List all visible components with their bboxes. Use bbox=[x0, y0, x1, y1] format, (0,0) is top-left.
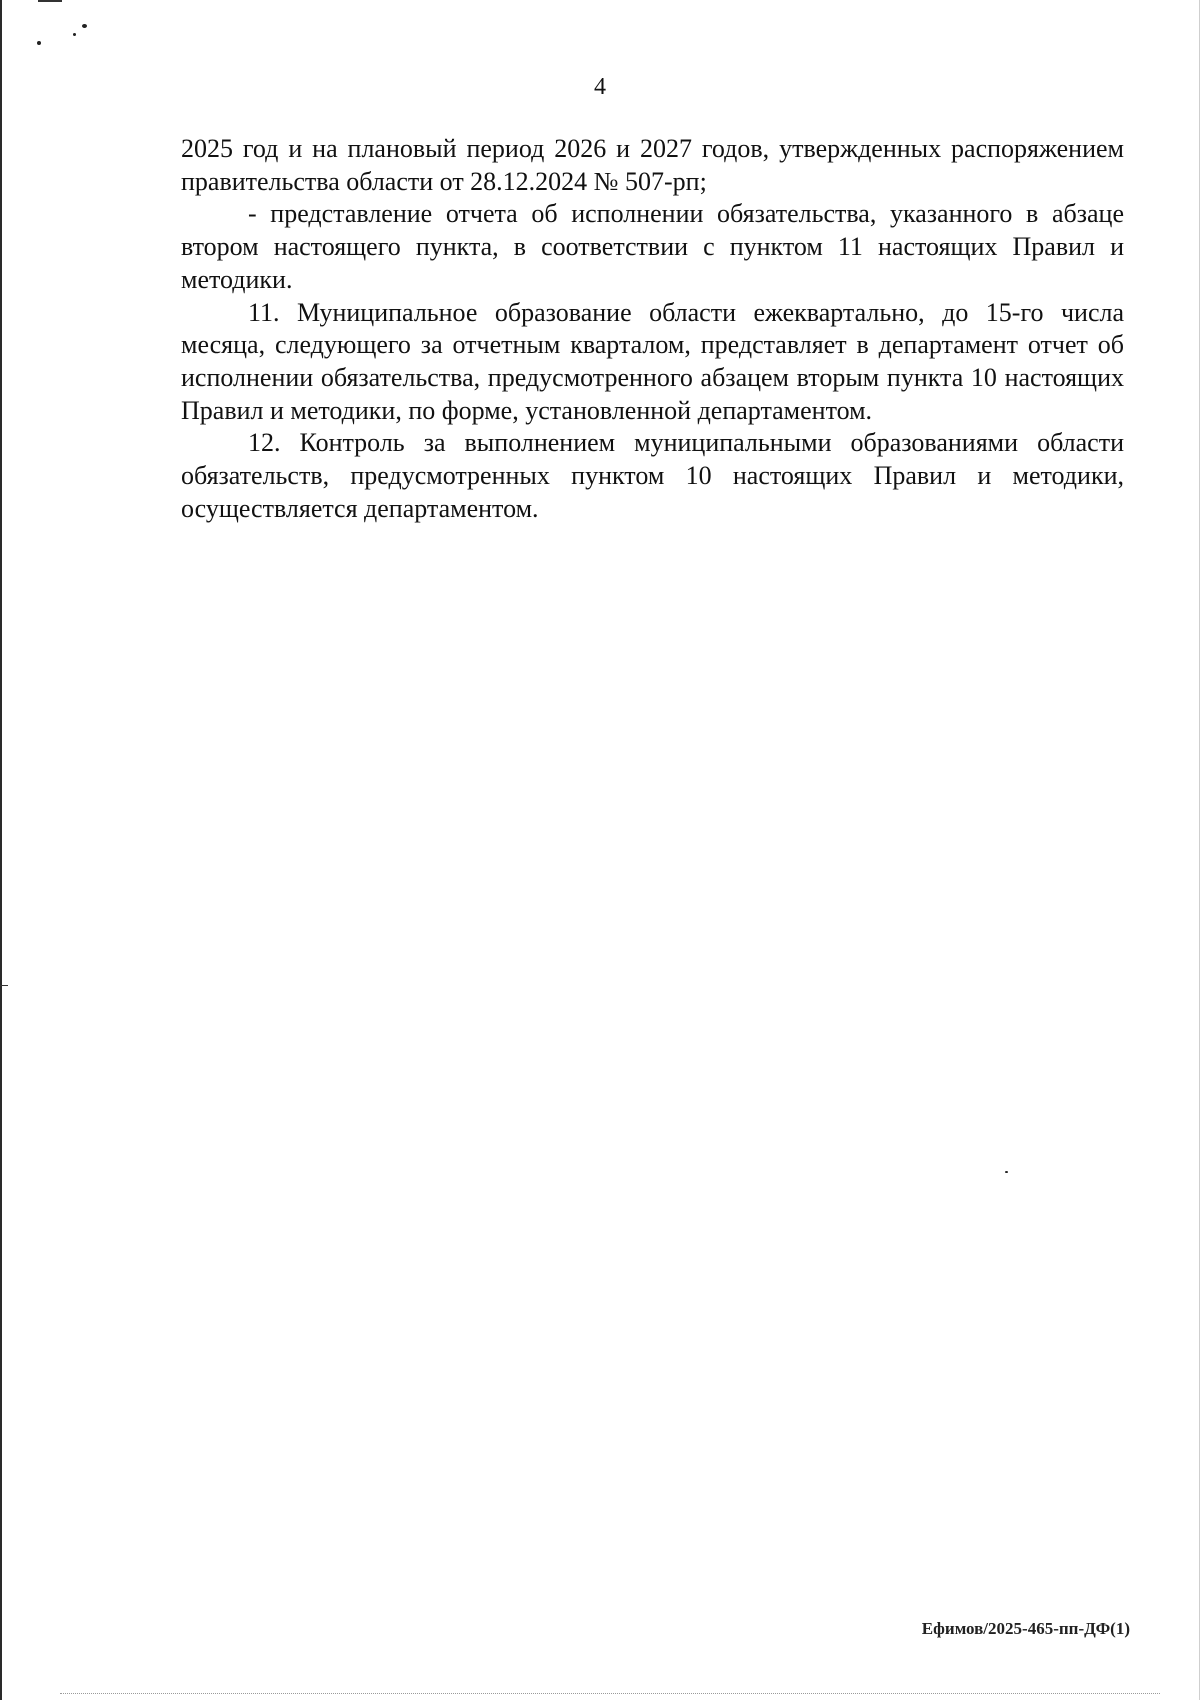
scan-speck bbox=[1005, 1171, 1008, 1173]
scan-speck bbox=[37, 41, 41, 45]
scan-speck bbox=[73, 33, 76, 36]
page-number: 4 bbox=[594, 74, 606, 100]
body-text bbox=[181, 133, 1124, 525]
paragraph: - представление отчета об исполнении обязательства, указанного в абзаце втором настоящего пункта, в соответствии с пунктом 11 настоящих Правил и методики. bbox=[181, 199, 1124, 294]
scan-left-edge bbox=[0, 0, 2, 1700]
scan-speck bbox=[82, 24, 87, 28]
paragraph: 2025 год и на плановый период 2026 и 2027 годов, утвержденных распоряжением правительства области от 28.12.2024 № 507-рп; bbox=[181, 134, 1124, 196]
scan-artifact-top bbox=[38, 0, 62, 2]
paragraph-item-11: 11. Муниципальное образование области ежеквартально, до 15-го числа месяца, следующего за отчетным кварталом, представляет в департамент отчет об исполнении обязательства, предусмотренного абзацем вторым пункта 10 настоящих Правил и методики, по форме, установленной департаментом. bbox=[181, 297, 1124, 425]
scan-artifact-left bbox=[0, 985, 8, 986]
paragraph-item-12: 12. Контроль за выполнением муниципальными образованиями области обязательств, предусмотренных пунктом 10 настоящих Правил и методики, осуществляется департаментом. bbox=[181, 428, 1124, 523]
scan-artifact-bottom bbox=[60, 1693, 1160, 1696]
footer-document-reference: Ефимов/2025-465-пп-ДФ(1) bbox=[921, 1619, 1130, 1638]
